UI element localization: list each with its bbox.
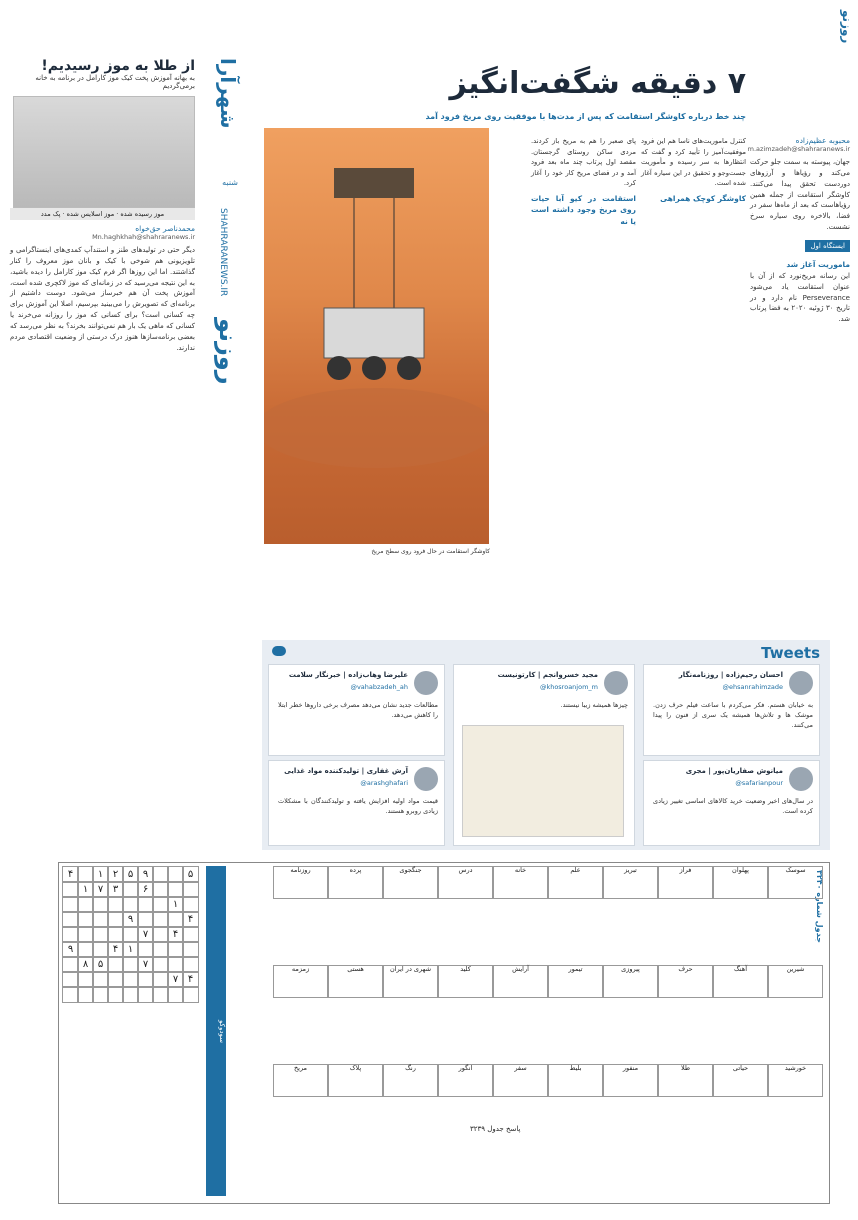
sudoku-cell[interactable]: ۸: [77, 956, 94, 973]
crossword-clue: شهری در ایران: [383, 965, 438, 998]
sudoku-cell[interactable]: ۴: [107, 941, 124, 958]
tweet-handle: @vahabzadeh_ah: [350, 683, 408, 691]
tweet-author: مجید خسروانجم | کارتونیست: [497, 671, 598, 679]
crossword-grid: [268, 866, 823, 1196]
tweet-handle: @ehsanrahimzade: [722, 683, 783, 691]
sudoku-strip: سودوکو: [206, 866, 226, 1196]
tweet-text: قیمت مواد اولیه افزایش یافته و تولیدکنندگان با مشکلات زیادی روبرو هستند.: [278, 797, 438, 815]
crossword-clue: کلید: [438, 965, 493, 998]
rover-wheel: [362, 356, 386, 380]
tweet-author: احسان رحیم‌زاده | روزنامه‌نگار: [678, 671, 783, 679]
crossword-clue: فراز: [658, 866, 713, 899]
sudoku-cell[interactable]: ۷: [92, 881, 109, 898]
column-1-subhead: کاوشگر کوچک همراهی: [660, 193, 746, 203]
column-2: [531, 136, 636, 536]
sudoku-cell[interactable]: ۶: [137, 881, 154, 898]
tweet-card[interactable]: [453, 664, 635, 846]
crossword-clue: تیمور: [548, 965, 603, 998]
sudoku-cell[interactable]: ۳: [107, 881, 124, 898]
brand-text: روزنو: [840, 10, 854, 44]
crossword-clue: روزنامه: [273, 866, 328, 899]
sudoku-cell[interactable]: ۵: [182, 866, 199, 883]
tweet-text: چیزها همیشه زیبا نیستند.: [560, 701, 628, 709]
sudoku-cell[interactable]: ۱: [77, 881, 94, 898]
sky-crane: [334, 168, 414, 198]
crossword-clue: هستی: [328, 965, 383, 998]
sudoku-cell[interactable]: [182, 986, 199, 1003]
tweet-card[interactable]: [643, 760, 820, 846]
author-name: محبوبه عظیم‌زاده: [795, 136, 850, 145]
section-subhead: ماموریت آغاز شد: [786, 259, 850, 269]
avatar: [789, 767, 813, 791]
crossword-clue: آهنگ: [713, 965, 768, 998]
sudoku-cell[interactable]: ۷: [167, 971, 184, 988]
masthead-title: شهرآرا: [216, 58, 240, 129]
tweet-card[interactable]: [268, 760, 445, 846]
tweets-title: Tweets: [761, 644, 820, 662]
mars-caption: کاوشگر استقامت در حال فرود روی سطح مریخ: [371, 548, 490, 555]
page-headline: ۷ دقیقه شگفت‌انگیز: [449, 66, 746, 101]
cooking-show-photo: [13, 96, 195, 208]
sudoku-cell[interactable]: ۱: [92, 866, 109, 883]
sudoku-cell[interactable]: ۲: [107, 866, 124, 883]
answer-label: پاسخ جدول ۳۲۳۹: [470, 1125, 521, 1133]
section-text: این رسانه مریخ‌نورد که از آن با عنوان استقامت یاد می‌شود Perseverance نام دارد و در تاریخ ۳۰ ژوئیه ۲۰۲۰ به فضا پرتاب شد.: [750, 271, 851, 324]
crossword-clue: درس: [438, 866, 493, 899]
tweets-section: [262, 640, 830, 850]
cartoon-image: [462, 725, 624, 837]
crossword-clue: پلاک: [328, 1064, 383, 1097]
sudoku-grid: [62, 866, 202, 1006]
masthead-site: SHAHRARANEWS.IR: [218, 208, 228, 297]
crossword-clue: پهلوان: [713, 866, 768, 899]
crossword-clue: حیاتی: [713, 1064, 768, 1097]
left-article: [10, 58, 195, 718]
tweet-card[interactable]: [643, 664, 820, 756]
left-article-sub: به بهانه آموزش پخت کیک موز کارامل در برنامه به خانه برمی‌گردیم: [35, 74, 195, 90]
crossword-clue: حرف: [658, 965, 713, 998]
left-author-handle: Mn.haghkhah@shahraranews.ir: [92, 233, 195, 241]
sudoku-cell[interactable]: ۵: [122, 866, 139, 883]
page-subhead: چند خط درباره کاوشگر استقامت که پس از مدت‌ها با موفقیت روی مریخ فرود آمد: [425, 112, 746, 121]
crossword-clue: آرایش: [493, 965, 548, 998]
rover-wheel: [397, 356, 421, 380]
column-2-subhead: استقامت در کیو آبا حیات روی مریخ وجود داشته است یا نه: [531, 193, 636, 226]
author-handle: m.azimzadeh@shahraranews.ir: [747, 145, 850, 153]
sudoku-cell[interactable]: ۹: [62, 941, 79, 958]
intro-text: جهان، پیوسته به سمت جلو حرکت می‌کند و رؤیاها و آرزوهای دوردست تحقق پیدا می‌کنند. کاوشگر استقامت از جمله همین رؤیاهاست که بعد از ماه‌ها سفر در فضا، بالاخره روی سیاره سرخ نشست.: [750, 158, 850, 232]
crossword-clue: بلیط: [548, 1064, 603, 1097]
tweet-text: به خیابان هستم. فکر می‌کردم با ساعت فیلم حرف زدن. موشک ها و تلاش‌ها همیشه یک سری از فنون را پیدا می‌کنند.: [653, 701, 813, 729]
crossword-clue: سفر: [493, 1064, 548, 1097]
crossword-clue: تبریز: [603, 866, 658, 899]
avatar: [414, 767, 438, 791]
section-tag: ایستگاه اول: [805, 240, 850, 252]
tweet-text: در سال‌های اخیر وضعیت خرید کالاهای اساسی تغییر زیادی کرده است.: [653, 797, 813, 815]
sudoku-cell[interactable]: ۴: [62, 866, 79, 883]
tweet-handle: @safarianpour: [735, 779, 783, 787]
column-1: [641, 136, 746, 536]
twitter-icon: [272, 646, 286, 656]
avatar: [789, 671, 813, 695]
sudoku-cell[interactable]: ۷: [137, 926, 154, 943]
crossword-clue: مریخ: [273, 1064, 328, 1097]
tweet-card[interactable]: [268, 664, 445, 756]
right-column: [747, 136, 851, 696]
sudoku-cell[interactable]: ۱: [167, 896, 184, 913]
crossword-clue: طلا: [658, 1064, 713, 1097]
tweet-author: علیرضا وهاب‌زاده | خبرنگار سلامت: [288, 671, 408, 679]
sudoku-cell[interactable]: ۱: [122, 941, 139, 958]
column-2-text: پای صعبر را هم به مریخ باز کردند. مردی ساکن روستای گرجستان. مقصد اول پرتاب چند ماه بعد فرود آمد و در فضای مریخ کار خود را آغاز کرد.: [531, 137, 636, 188]
crossword-clue: رنگ: [383, 1064, 438, 1097]
crossword-clue: منفور: [603, 1064, 658, 1097]
crossword-clue: جنگجوی: [383, 866, 438, 899]
sudoku-cell[interactable]: ۴: [167, 926, 184, 943]
column-1-text: کنترل ماموریت‌های ناسا هم این فرود موفقیت‌آمیز را تأیید کرد و گفت که انتظارها به سر رسیده و مأموریت جست‌وجو و تحقیق در این سیاره آغاز شده است.: [641, 137, 746, 188]
photo-caption: موز رسیده شده · موز اسلایس شده · پک مدد: [10, 208, 195, 220]
crossword-clue: علم: [548, 866, 603, 899]
vertical-brand: [828, 10, 854, 150]
tweet-text: مطالعات جدید نشان می‌دهد مصرف برخی داروها خطر ابتلا را کاهش می‌دهد.: [278, 701, 438, 719]
crossword-clue: خانه: [493, 866, 548, 899]
masthead-day: شنبه: [222, 178, 238, 187]
crossword-clue: پرده: [328, 866, 383, 899]
crossword-clue: خورشید: [768, 1064, 823, 1097]
tweet-handle: @khosroanjom_m: [539, 683, 598, 691]
masthead: [198, 58, 258, 708]
tweet-handle: @arashghafari: [360, 779, 408, 787]
dust-cloud: [264, 388, 489, 468]
tweet-author: آرش غفاری | تولیدکننده مواد غذایی: [284, 767, 408, 775]
left-article-title: از طلا به موز رسیدیم!: [41, 58, 195, 74]
left-article-text: دیگر حتی در تولیدهای طنز و استندآپ کمدی‌های اینستاگرامی و تلویزیونی هم شوخی با کیک و بانان موز معروف را کنار گذاشتند. اما این روزها اگر فرم کیک موز کارامل را دیده باشید، به این نتیجه می‌رسید که در زمانه‌ای که موز لاکچری شده است، آموزش پخت آن هم خبرساز می‌شود. دوست داشتیم از برنامه‌ای که تصویرش را می‌بینید بپرسیم، اصلا این آموزش برای چه کسانی است؟ برای کسانی که موز را روزانه می‌خرند یا کسانی که ماهی یک بار هم نمی‌توانند بخرند؟ به نظر می‌رسد که بعضی برنامه‌سازها هنوز درک درستی از وضعیت اقتصادی مردم ندارند.: [10, 246, 195, 352]
crossword-clue: انگور: [438, 1064, 493, 1097]
crossword-title: جدول شماره ۳۲۴۰: [815, 870, 824, 943]
crossword-clue: سوسک: [768, 866, 823, 899]
crossword-clue: شیرین: [768, 965, 823, 998]
rover-wheel: [327, 356, 351, 380]
avatar: [604, 671, 628, 695]
crossword-clue: زمزمه: [273, 965, 328, 998]
sudoku-cell[interactable]: ۹: [137, 866, 154, 883]
sudoku-cell[interactable]: ۴: [182, 911, 199, 928]
avatar: [414, 671, 438, 695]
mars-rover-photo: [264, 128, 489, 544]
masthead-brand: روزنو: [214, 318, 242, 385]
left-author: محمدناصر حق‌خواه: [135, 224, 195, 233]
sudoku-cell[interactable]: ۴: [182, 971, 199, 988]
tweet-author: میانوش صفاریان‌پور | مجری: [685, 767, 783, 775]
sudoku-cell[interactable]: ۹: [122, 911, 139, 928]
rover-body: [324, 308, 424, 358]
sudoku-cell[interactable]: ۷: [137, 956, 154, 973]
sudoku-cell[interactable]: ۵: [92, 956, 109, 973]
crossword-clue: پیروزی: [603, 965, 658, 998]
rover-illustration: [264, 128, 489, 544]
